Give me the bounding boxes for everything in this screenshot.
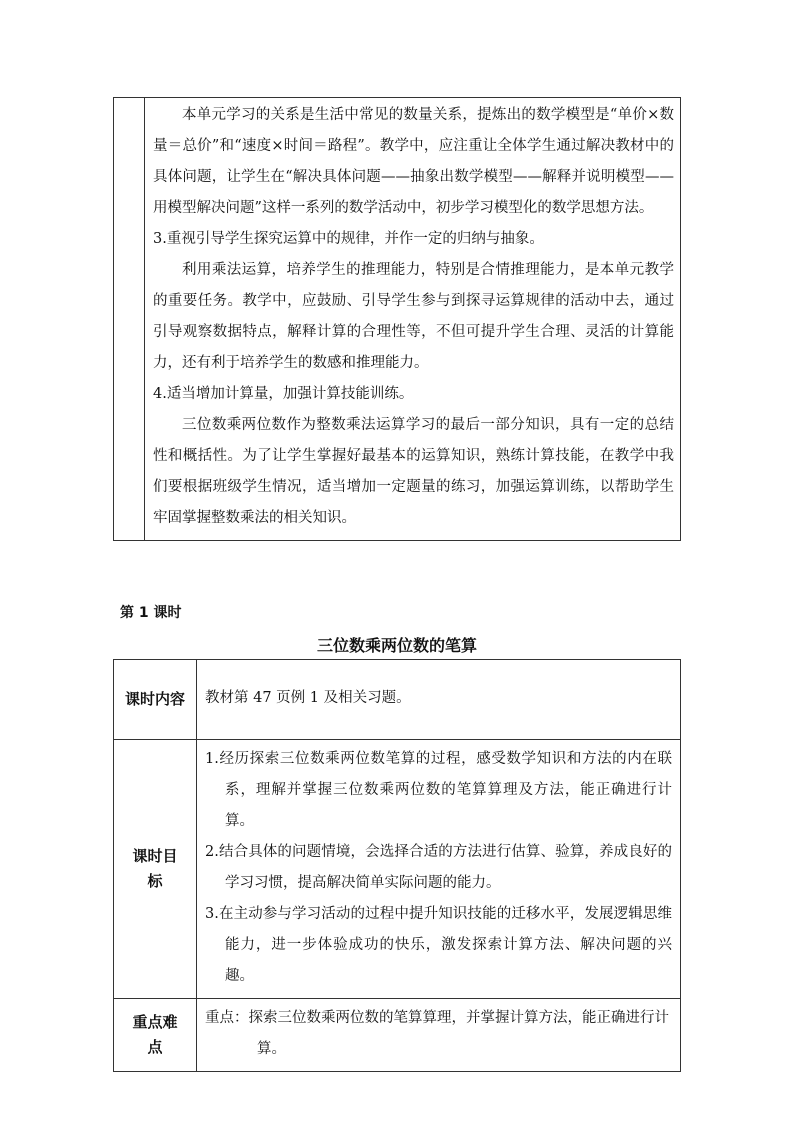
content-cell xyxy=(197,660,681,740)
goals-cell xyxy=(197,740,681,999)
content-header: 课时内容 xyxy=(114,660,197,740)
goals-header: 课时目标 xyxy=(114,740,197,999)
point-4-heading: 4.适当增加计算量，加强计算技能训练。 xyxy=(153,386,414,402)
focus-cell xyxy=(197,999,681,1072)
goal-item-3: 3.在主动参与学习活动的过程中提升知识技能的迁移水平，发展逻辑思维能力，进一步体验成功的快乐，激发探索计算方法、解决问题的兴趣。 xyxy=(205,906,672,984)
focus-text: 重点：探索三位数乘两位数的笔算算理，并掌握计算方法，能正确进行计算。 xyxy=(205,1010,669,1057)
content-text: 教材第 47 页例 1 及相关习题。 xyxy=(205,690,411,706)
focus-header: 重点难点 xyxy=(114,999,197,1072)
continuation-content xyxy=(145,98,681,541)
point-3-heading: 3.重视引导学生探究运算中的规律，并作一定的归纳与抽象。 xyxy=(153,231,544,247)
lesson-plan-table xyxy=(113,659,681,1072)
practice-paragraph: 三位数乘两位数作为整数乘法运算学习的最后一部分知识，具有一定的总结性和概括性。为了让学生掌握好最基本的运算知识，熟练计算技能，在教学中我们要根据班级学生情况，适当增加一定题量的练习，加强运算训练，以帮助学生牢固掌握整数乘法的相关知识。 xyxy=(153,417,674,526)
model-paragraph: 本单元学习的关系是生活中常见的数量关系，提炼出的数学模型是“单价×数量＝总价”和“速度×时间＝路程”。教学中，应注重让全体学生通过解决教材中的具体问题，让学生在“解决具体问题——抽象出数学模型——解释并说明模型——用模型解决问题”这样一系列的数学活动中，初步学习模型化的数学思想方法。 xyxy=(153,107,674,216)
lesson-title: 三位数乘两位数的笔算 xyxy=(316,636,477,655)
continuation-table xyxy=(113,97,681,541)
reasoning-paragraph: 利用乘法运算，培养学生的推理能力，特别是合情推理能力，是本单元教学的重要任务。教学中，应鼓励、引导学生参与到探寻运算规律的活动中去，通过引导观察数据特点，解释计算的合理性等，不但可提升学生合理、灵活的计算能力，还有利于培养学生的数感和推理能力。 xyxy=(153,262,674,371)
goal-item-1: 1.经历探索三位数乘两位数笔算的过程，感受数学知识和方法的内在联系，理解并掌握三位数乘两位数的笔算算理及方法，能正确进行计算。 xyxy=(205,751,672,829)
goal-item-2: 2.结合具体的问题情境，会选择合适的方法进行估算、验算，养成良好的学习习惯，提高解决简单实际问题的能力。 xyxy=(205,844,672,891)
lesson-number: 第 1 课时 xyxy=(120,605,182,621)
continuation-left-column xyxy=(114,98,145,541)
